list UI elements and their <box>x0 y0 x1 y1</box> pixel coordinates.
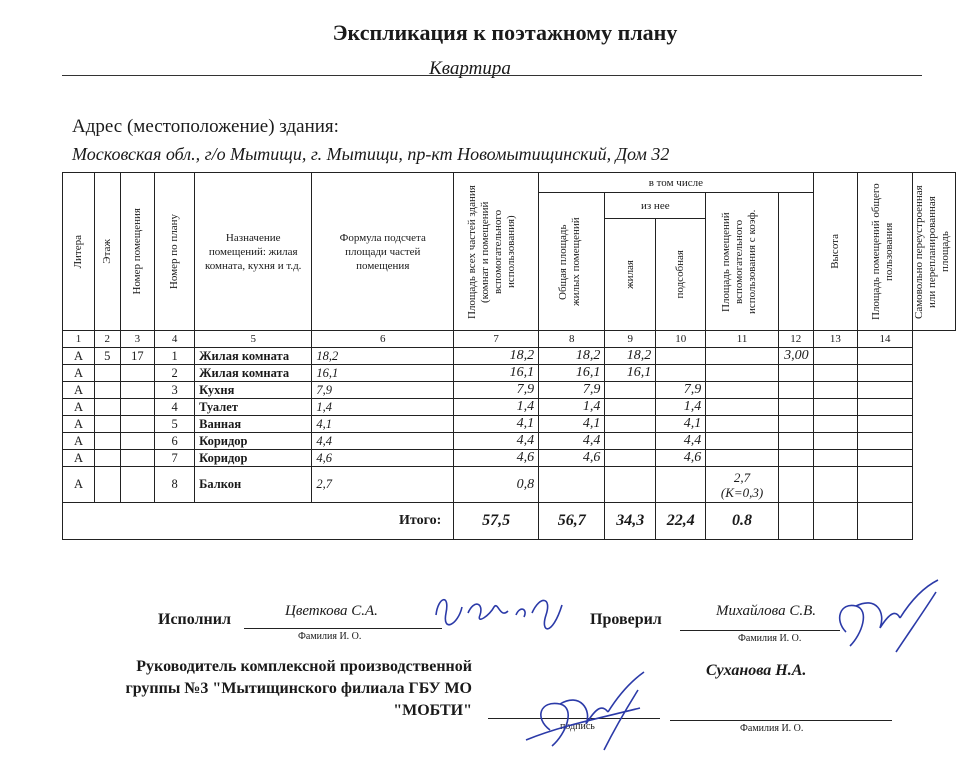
cell-empty <box>813 433 857 450</box>
column-number: 1 <box>63 331 95 348</box>
cell-empty <box>858 365 913 382</box>
table-row <box>63 450 956 467</box>
cell-height <box>778 450 813 467</box>
header-ploshchad-vsekh: Площадь всех частей здания (комнат и помещений вспомогательного использования) <box>454 173 539 331</box>
cell-total: 4,6 <box>454 450 539 467</box>
cell-name: Туалет <box>195 399 312 416</box>
cell-litera: А <box>63 382 95 399</box>
cell-total: 7,9 <box>454 382 539 399</box>
cell-general: 18,2 <box>539 348 605 365</box>
column-number: 13 <box>813 331 857 348</box>
table-row-balcony <box>63 467 956 503</box>
cell-coef <box>706 416 779 433</box>
cell-pom <box>120 399 155 416</box>
cell-height <box>778 399 813 416</box>
cell-coef <box>706 450 779 467</box>
cell-total: 18,2 <box>454 348 539 365</box>
cell-coef <box>706 365 779 382</box>
cell-total: 0,8 <box>454 467 539 503</box>
head-name: Суханова Н.А. <box>706 662 807 679</box>
coef-value: 2,7 <box>733 469 751 485</box>
cell-aux <box>656 365 706 382</box>
head-signature <box>520 660 650 756</box>
cell-name: Балкон <box>195 467 312 503</box>
column-number: 7 <box>454 331 539 348</box>
cell-litera: А <box>63 348 95 365</box>
cell-coef <box>706 467 779 503</box>
cell-etazh <box>95 382 120 399</box>
cell-litera: А <box>63 450 95 467</box>
header-nomer-po-planu: Номер по плану <box>155 173 195 331</box>
cell-formula: 4,6 <box>312 450 454 467</box>
cell-general: 4,1 <box>539 416 605 433</box>
checker-name: Михайлова С.В. <box>716 603 817 619</box>
cell-living <box>605 399 656 416</box>
column-number: 11 <box>706 331 779 348</box>
column-number: 14 <box>858 331 913 348</box>
cell-height <box>778 416 813 433</box>
cell-empty <box>813 450 857 467</box>
header-v-tom-chisle: в том числе <box>539 173 814 193</box>
column-number: 9 <box>605 331 656 348</box>
cell-aux: 4,6 <box>656 450 706 467</box>
head-fio-caption: Фамилия И. О. <box>740 723 804 734</box>
cell-height <box>778 433 813 450</box>
column-number: 3 <box>120 331 155 348</box>
checker-signature <box>826 572 946 660</box>
cell-total: 1,4 <box>454 399 539 416</box>
cell-coef <box>706 348 779 365</box>
table-row <box>63 382 956 399</box>
header-vysota: Высота <box>813 173 857 331</box>
cell-litera: А <box>63 399 95 416</box>
cell-etazh <box>95 416 120 433</box>
cell-total: 4,4 <box>454 433 539 450</box>
executor-line <box>244 628 442 629</box>
table-row <box>63 348 956 365</box>
cell-name: Коридор <box>195 450 312 467</box>
table-row <box>63 416 956 433</box>
executor-signature <box>428 585 568 645</box>
totals-living: 34,3 <box>605 503 656 540</box>
cell-coef <box>706 382 779 399</box>
header-obshchaya-zhilykh: Общая площадь жилых помещений <box>539 193 605 331</box>
cell-living: 18,2 <box>605 348 656 365</box>
totals-label: Итого: <box>63 503 454 540</box>
cell-aux <box>656 348 706 365</box>
podpis-caption: подпись <box>560 721 595 732</box>
cell-aux: 4,1 <box>656 416 706 433</box>
cell-height <box>778 382 813 399</box>
cell-pom <box>120 365 155 382</box>
header-nomer-pomeshcheniya: Номер помещения <box>120 173 155 331</box>
column-number: 5 <box>195 331 312 348</box>
header-vspomogatelnaya: Площадь помещений вспомогательного использования с коэф. <box>706 193 779 331</box>
cell-formula: 4,4 <box>312 433 454 450</box>
cell-litera: А <box>63 467 95 503</box>
header-iz-nee: из нее <box>605 193 706 219</box>
totals-coef: 0.8 <box>706 503 779 540</box>
cell-plan: 2 <box>155 365 195 382</box>
table-row <box>63 365 956 382</box>
cell-height: 3,00 <box>778 348 813 365</box>
cell-empty <box>858 348 913 365</box>
cell-plan: 4 <box>155 399 195 416</box>
cell-empty <box>858 450 913 467</box>
subtitle-underline <box>62 75 922 76</box>
cell-empty <box>813 382 857 399</box>
column-number: 8 <box>539 331 605 348</box>
cell-litera: А <box>63 433 95 450</box>
cell-coef <box>706 433 779 450</box>
cell-pom <box>120 382 155 399</box>
cell-plan: 8 <box>155 467 195 503</box>
cell-empty <box>813 416 857 433</box>
cell-name: Кухня <box>195 382 312 399</box>
cell-formula: 1,4 <box>312 399 454 416</box>
cell-name: Жилая комната <box>195 365 312 382</box>
cell-pom <box>120 433 155 450</box>
totals-total: 57,5 <box>454 503 539 540</box>
cell-plan: 5 <box>155 416 195 433</box>
head-fio-line <box>670 720 892 721</box>
cell-general: 4,4 <box>539 433 605 450</box>
cell-empty <box>858 382 913 399</box>
cell-etazh: 5 <box>95 348 120 365</box>
cell-etazh <box>95 365 120 382</box>
cell-empty <box>813 399 857 416</box>
head-line-2: группы №3 "Мытищинского филиала ГБУ МО <box>125 680 472 697</box>
cell-empty <box>858 416 913 433</box>
column-number: 10 <box>656 331 706 348</box>
table-row-totals <box>63 503 956 540</box>
executor-label: Исполнил <box>158 611 231 628</box>
header-formula: Формула подсчета площади частей помещения <box>312 173 454 331</box>
header-zhilaya: жилая <box>605 219 656 331</box>
coef-note: (К=0,3) <box>720 484 764 500</box>
cell-living <box>605 382 656 399</box>
cell-general: 4,6 <box>539 450 605 467</box>
cell-aux: 4,4 <box>656 433 706 450</box>
column-number: 2 <box>95 331 120 348</box>
head-line-1: Руководитель комплексной производственной <box>136 658 472 675</box>
cell-pom <box>120 450 155 467</box>
cell-formula: 7,9 <box>312 382 454 399</box>
header-obshchego-polzovaniya: Площадь помещений общего пользования <box>858 173 913 331</box>
cell-name: Коридор <box>195 433 312 450</box>
cell-general: 1,4 <box>539 399 605 416</box>
cell-empty <box>858 399 913 416</box>
totals-general: 56,7 <box>539 503 605 540</box>
checker-fio-caption: Фамилия И. О. <box>738 633 802 644</box>
cell-formula: 16,1 <box>312 365 454 382</box>
cell-empty <box>813 348 857 365</box>
cell-pom <box>120 416 155 433</box>
cell-coef <box>706 399 779 416</box>
cell-plan: 3 <box>155 382 195 399</box>
cell-living <box>605 450 656 467</box>
table-row <box>63 433 956 450</box>
cell-living <box>605 433 656 450</box>
column-number: 6 <box>312 331 454 348</box>
header-podsobnaya: подсобная <box>656 219 706 331</box>
cell-etazh <box>95 399 120 416</box>
cell-aux: 1,4 <box>656 399 706 416</box>
cell-formula: 18,2 <box>312 348 454 365</box>
column-numbers-row <box>63 331 956 348</box>
cell-plan: 6 <box>155 433 195 450</box>
header-samovolno: Самовольно переустроенная или перепланированная площадь <box>913 173 956 331</box>
executor-fio-caption: Фамилия И. О. <box>298 631 362 642</box>
cell-pom: 17 <box>120 348 155 365</box>
column-number: 4 <box>155 331 195 348</box>
cell-living <box>605 416 656 433</box>
cell-height <box>778 365 813 382</box>
address-value: Московская обл., г/о Мытищи, г. Мытищи, пр-кт Новомытищинский, Дом 32 <box>72 144 670 164</box>
cell-empty <box>858 433 913 450</box>
cell-formula: 4,1 <box>312 416 454 433</box>
cell-etazh <box>95 433 120 450</box>
cell-empty <box>813 365 857 382</box>
head-title <box>125 656 472 722</box>
cell-name: Жилая комната <box>195 348 312 365</box>
cell-general: 16,1 <box>539 365 605 382</box>
explication-table <box>62 172 956 540</box>
cell-total: 4,1 <box>454 416 539 433</box>
document-subtitle: Квартира <box>429 58 511 79</box>
cell-living: 16,1 <box>605 365 656 382</box>
head-line-3: "МОБТИ" <box>393 702 472 719</box>
cell-plan: 1 <box>155 348 195 365</box>
cell-aux: 7,9 <box>656 382 706 399</box>
totals-aux: 22,4 <box>656 503 706 540</box>
cell-name: Ванная <box>195 416 312 433</box>
cell-etazh <box>95 450 120 467</box>
header-etazh: Этаж <box>95 173 120 331</box>
cell-plan: 7 <box>155 450 195 467</box>
cell-formula: 2,7 <box>312 467 454 503</box>
table-row <box>63 399 956 416</box>
document-title: Экспликация к поэтажному плану <box>332 20 678 45</box>
cell-litera: А <box>63 416 95 433</box>
executor-name: Цветкова С.А. <box>285 603 378 619</box>
checker-label: Проверил <box>590 611 662 628</box>
header-naznachenie: Назначение помещений: жилая комната, кухня и т.д. <box>195 173 312 331</box>
cell-litera: А <box>63 365 95 382</box>
checker-line <box>680 630 840 631</box>
cell-total: 16,1 <box>454 365 539 382</box>
address-label: Адрес (местоположение) здания: <box>72 116 339 137</box>
column-number: 12 <box>778 331 813 348</box>
cell-general: 7,9 <box>539 382 605 399</box>
header-litera: Литера <box>63 173 95 331</box>
